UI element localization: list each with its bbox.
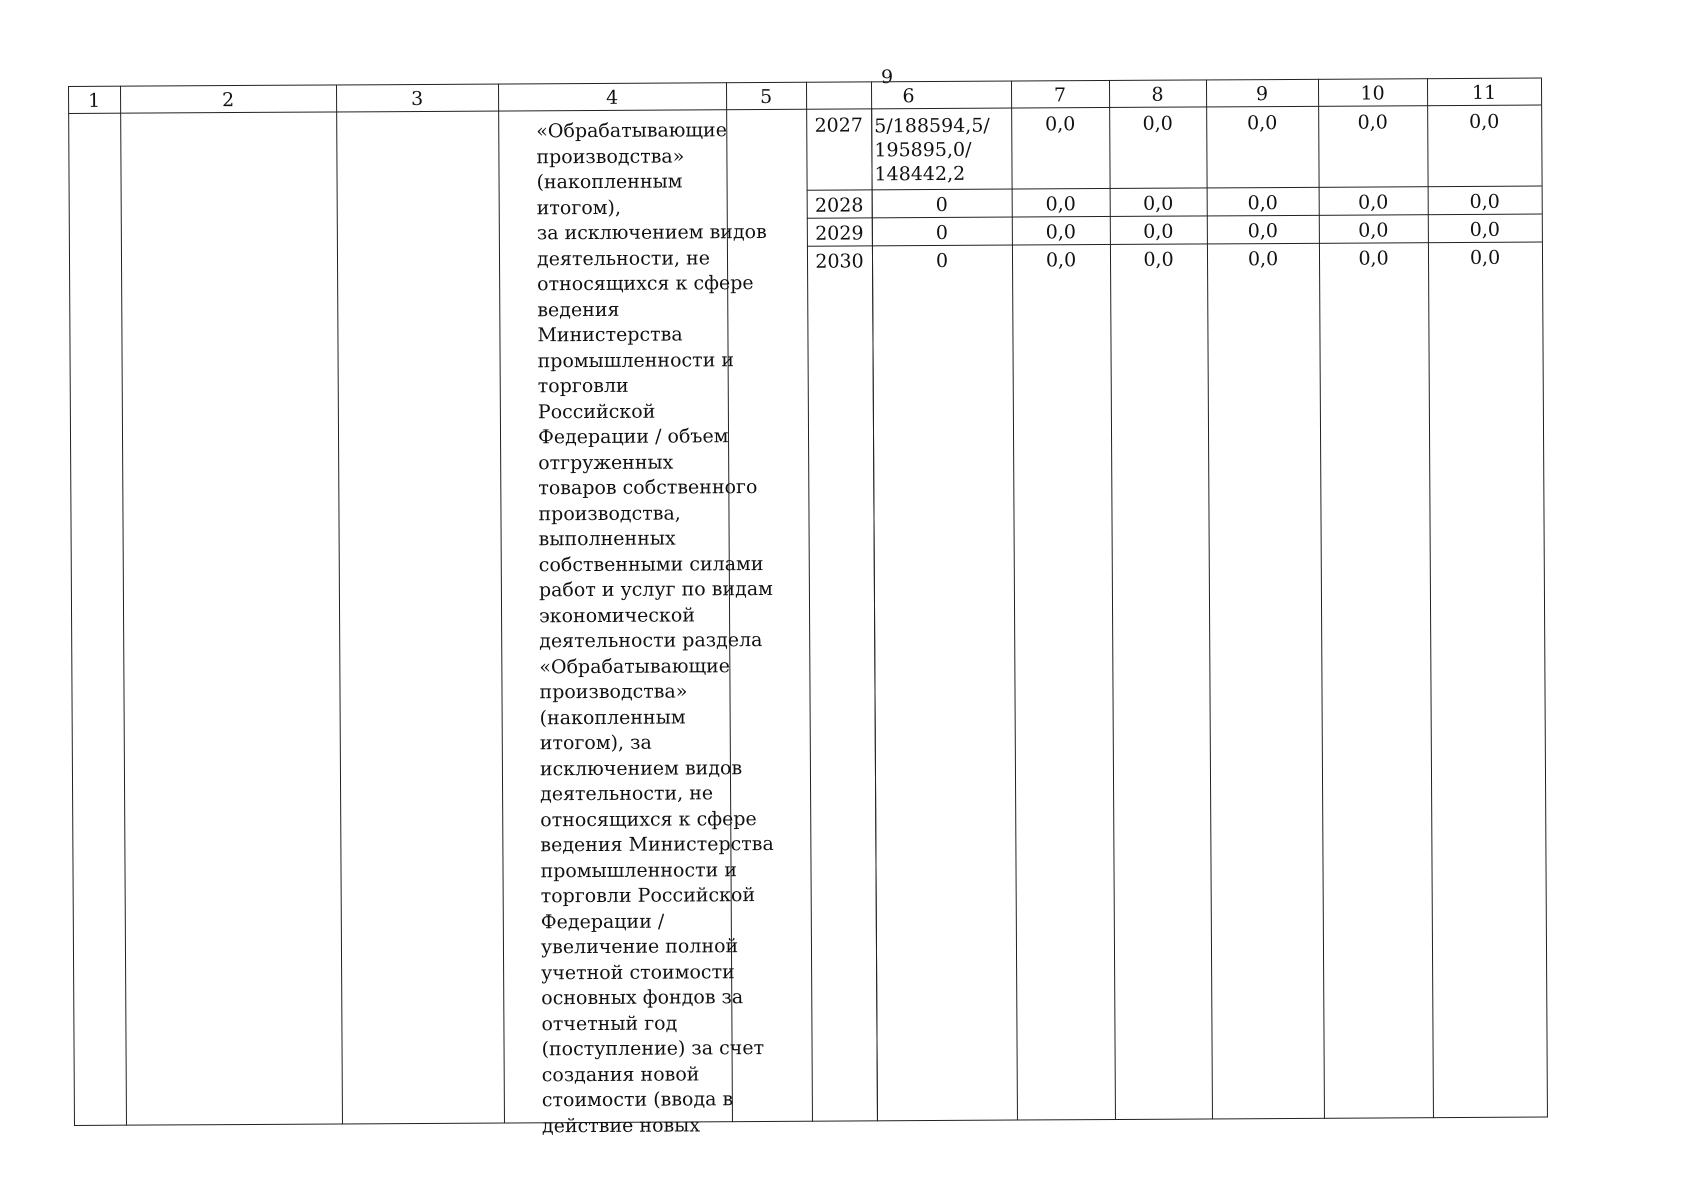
value-cell: 0: [935, 221, 948, 245]
column-header-6: 6: [902, 85, 915, 108]
year-cell: 2030: [815, 250, 864, 273]
value-cell: 5/188594,5/ 195895,0/ 148442,2: [874, 114, 990, 186]
year-cell: 2027: [814, 114, 863, 137]
value-cell: 0,0: [1045, 249, 1077, 272]
value-cell: 0,0: [1357, 111, 1388, 134]
table-border-left: [68, 86, 75, 1126]
value-cell: 0,0: [1358, 191, 1389, 214]
value-cell: 0,0: [1469, 190, 1500, 213]
value-cell: 0,0: [1142, 112, 1173, 135]
column-header-9: 9: [1255, 83, 1269, 106]
column-header-7: 7: [1053, 84, 1067, 107]
value-cell: 0: [935, 193, 948, 217]
value-cell: 0,0: [1045, 113, 1076, 136]
page-number: 9: [880, 66, 894, 88]
value-cell: 0,0: [1247, 112, 1278, 135]
value-cell: 0,0: [1143, 248, 1174, 271]
value-cell: 0,0: [1247, 248, 1279, 271]
column-header-1: 1: [87, 89, 101, 112]
value-cell: 0,0: [1045, 221, 1077, 244]
column-header-8: 8: [1151, 83, 1164, 106]
column-divider: [336, 84, 343, 1124]
value-cell: 0,0: [1247, 192, 1278, 215]
value-cell: 0,0: [1247, 220, 1279, 243]
value-cell: 0,0: [1045, 193, 1076, 216]
value-cell: 0,0: [1143, 220, 1174, 243]
value-cell: 0,0: [1469, 218, 1501, 241]
column-divider: [120, 86, 127, 1126]
table-border-right: [1541, 78, 1548, 1118]
column-header-4: 4: [605, 86, 619, 109]
value-cell: 0,0: [1143, 192, 1174, 215]
value-cell: 0: [935, 249, 949, 273]
table-border-bottom: [74, 1116, 1547, 1125]
data-table: [68, 77, 1648, 1137]
row-rule: [807, 186, 1542, 191]
year-cell: 2029: [815, 222, 864, 245]
column-divider: [498, 84, 505, 1124]
column-header-10: 10: [1360, 82, 1385, 105]
column-header-11: 11: [1471, 81, 1497, 104]
value-cell: 0,0: [1469, 110, 1500, 133]
year-cell: 2028: [814, 194, 864, 217]
value-cell: 0,0: [1358, 219, 1389, 242]
column-header-3: 3: [410, 87, 424, 111]
column-header-2: 2: [221, 89, 235, 112]
value-cell: 0,0: [1358, 247, 1389, 270]
value-cell: 0,0: [1469, 246, 1501, 269]
indicator-description: «Обрабатывающие производства» (накопленным итогом), за исключением видов деятельности, не относящихся к сфере ведения Министерства промышленности и торговли Российской Федерации / объем отгруженных товаров собственного производства, выполненных собственными силами работ и услуг по видам экономической деятельности раздела «Обрабатывающие производства» (накопленным итогом), за исключением видов деятельности, не относящихся к сфере ведения Министерства промышленности и торговли Российской Федерации / увеличение полной учетной стоимости основных фондов за отчетный год (поступление) за счет создания новой стоимости (ввода в действие новых: [536, 119, 774, 1137]
column-header-5: 5: [759, 85, 773, 109]
